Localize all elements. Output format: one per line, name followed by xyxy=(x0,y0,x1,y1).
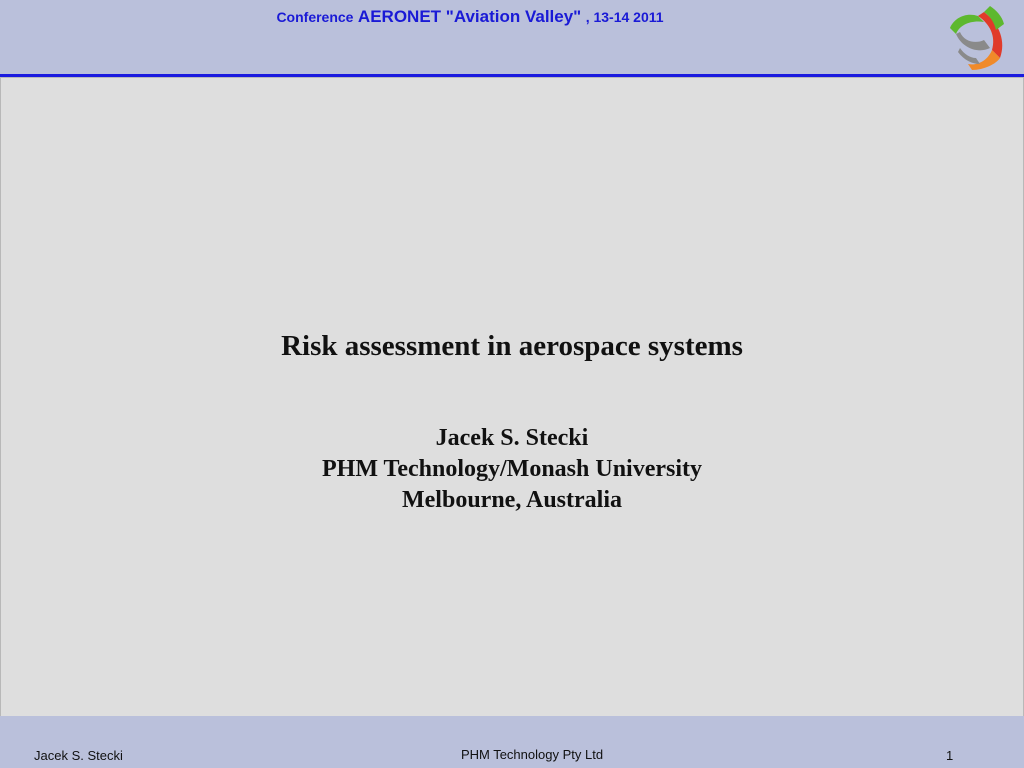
page-number: 1 xyxy=(946,748,954,763)
conference-dates: , 13-14 2011 xyxy=(585,9,664,25)
conference-logo-icon xyxy=(944,4,1012,70)
slide-footer xyxy=(0,716,1024,768)
author-affiliation: PHM Technology/Monash University xyxy=(321,456,703,482)
footer-author: Jacek S. Stecki xyxy=(34,748,123,763)
slide-header xyxy=(0,0,1024,75)
slide-body xyxy=(0,77,1024,717)
slide-title: Risk assessment in aerospace systems xyxy=(281,330,743,362)
conference-prefix: Conference xyxy=(276,9,354,25)
footer-company: PHM Technology Pty Ltd xyxy=(460,747,604,762)
conference-title xyxy=(0,7,940,27)
conference-event-name: AERONET "Aviation Valley" xyxy=(357,7,582,26)
author-name: Jacek S. Stecki xyxy=(435,425,589,451)
author-location: Melbourne, Australia xyxy=(402,487,622,513)
author-block xyxy=(0,423,1024,516)
